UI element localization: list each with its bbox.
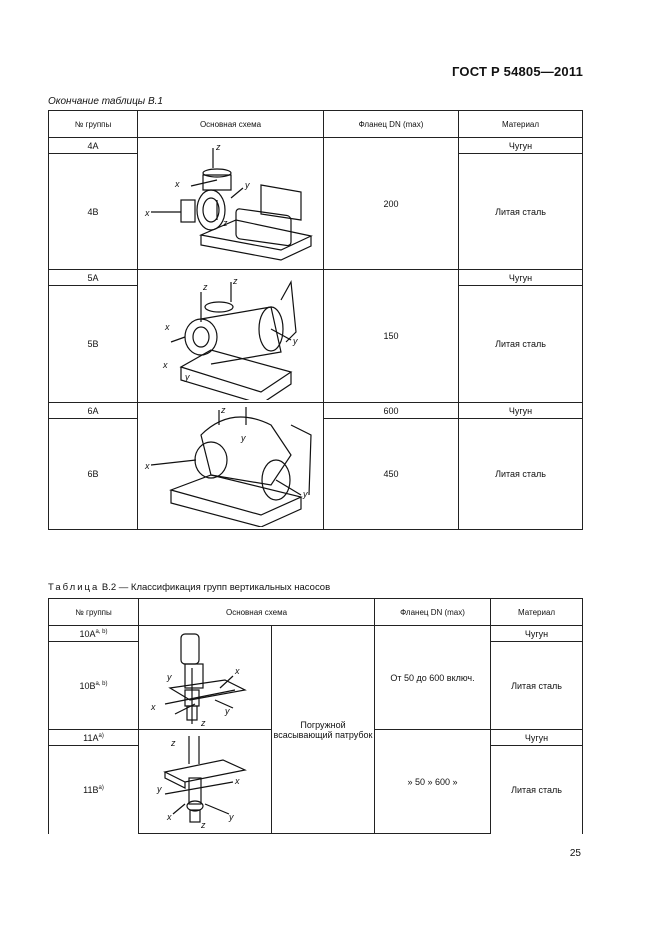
axis-label-x: x xyxy=(167,811,172,822)
axis-label-z: z xyxy=(222,217,227,228)
material-cell: Чугун xyxy=(459,403,583,419)
material-cell: Литая сталь xyxy=(491,642,583,730)
pump-scheme-cell xyxy=(138,138,324,270)
group-cell: 5B xyxy=(49,286,138,403)
axis-label-y: y xyxy=(167,671,172,682)
group-cell: 5A xyxy=(49,270,138,286)
axis-label-x: x xyxy=(164,322,169,332)
group-cell: 6A xyxy=(49,403,138,419)
material-cell: Чугун xyxy=(491,626,583,642)
axis-label-z: z xyxy=(202,282,207,292)
material-cell: Литая сталь xyxy=(459,154,583,270)
flange-cell: » 50 » 600 » xyxy=(375,730,491,834)
column-header: № группы xyxy=(49,111,138,138)
table-row xyxy=(49,138,583,154)
axis-label-z: z xyxy=(201,717,206,728)
axis-label-y: y xyxy=(225,705,230,716)
column-header: Фланец DN (max) xyxy=(324,111,459,138)
axis-label-x: x xyxy=(162,360,167,370)
split-case-pump-drawing-6 xyxy=(141,405,321,527)
axis-label-x: x xyxy=(144,207,149,218)
pump-scheme-cell xyxy=(139,626,272,730)
page-number: 25 xyxy=(569,848,581,859)
group-cell: $10B^{a, b)}$ xyxy=(49,642,139,730)
axis-label-y: y xyxy=(184,372,189,382)
axis-label-z: z xyxy=(171,737,176,748)
suction-note-cell: Погружной всасывающий патрубок xyxy=(272,626,375,834)
axis-label-y: y xyxy=(157,783,162,794)
column-header: Фланец DN (max) xyxy=(375,599,491,626)
table2-caption-text: B.2 — Классификация групп вертикальных насосов xyxy=(99,582,331,593)
pump-scheme-cell xyxy=(139,730,272,834)
material-cell: Литая сталь xyxy=(459,419,583,530)
material-cell: Чугун xyxy=(459,138,583,154)
material-cell: Литая сталь xyxy=(491,746,583,834)
axis-label-y: y xyxy=(229,811,234,822)
multistage-pump-drawing-5 xyxy=(141,272,321,400)
axis-label-z: z xyxy=(201,819,206,830)
pump-scheme-cell xyxy=(138,270,324,403)
table-b2 xyxy=(48,598,583,834)
group-cell: 6B xyxy=(49,419,138,530)
table-row xyxy=(49,403,583,419)
column-header: Материал xyxy=(491,599,583,626)
axis-label-x: x xyxy=(235,775,240,786)
column-header: Основная схема xyxy=(138,111,324,138)
material-cell: Чугун xyxy=(459,270,583,286)
horizontal-pump-drawing-4 xyxy=(141,140,321,268)
flange-cell: 450 xyxy=(324,419,459,530)
axis-label-y: y xyxy=(244,179,249,190)
axis-label-z: z xyxy=(215,141,220,152)
axis-label-x: x xyxy=(235,665,240,676)
flange-cell: 200 xyxy=(324,138,459,270)
flange-cell: От 50 до 600 включ. xyxy=(375,626,491,730)
table-header-row xyxy=(49,111,583,138)
table2-caption-prefix: Таблица xyxy=(48,582,100,593)
table1-caption: Окончание таблицы B.1 xyxy=(48,96,163,107)
axis-label-y: y xyxy=(240,433,245,443)
flange-cell: 600 xyxy=(324,403,459,419)
group-cell: $10A^{a, b)}$ xyxy=(49,626,139,642)
table-b1 xyxy=(48,110,583,530)
axis-label-y: y xyxy=(292,336,297,346)
axis-label-x: x xyxy=(174,178,179,189)
column-header: Материал xyxy=(459,111,583,138)
material-cell: Литая сталь xyxy=(459,286,583,403)
group-cell: 4B xyxy=(49,154,138,270)
axis-label-x: x xyxy=(151,701,156,712)
table2-caption xyxy=(48,582,330,593)
document-standard-number: ГОСТ Р 54805—2011 xyxy=(452,64,583,79)
material-cell: Чугун xyxy=(491,730,583,746)
table-header-row xyxy=(49,599,583,626)
axis-label-z: z xyxy=(220,405,225,415)
table-row xyxy=(49,270,583,286)
axis-label-z: z xyxy=(232,276,237,286)
vertical-pump-drawing-10 xyxy=(145,628,265,728)
column-header: Основная схема xyxy=(139,599,375,626)
column-header: № группы xyxy=(49,599,139,626)
flange-cell: 150 xyxy=(324,270,459,403)
group-cell: 4A xyxy=(49,138,138,154)
axis-label-y: y xyxy=(302,489,307,499)
vertical-pump-drawing-11 xyxy=(145,734,265,830)
table-row xyxy=(49,626,583,642)
axis-label-x: x xyxy=(144,461,149,471)
group-cell: $11B^{a)}$ xyxy=(49,746,139,834)
group-cell: $11A^{a)}$ xyxy=(49,730,139,746)
pump-scheme-cell xyxy=(138,403,324,530)
